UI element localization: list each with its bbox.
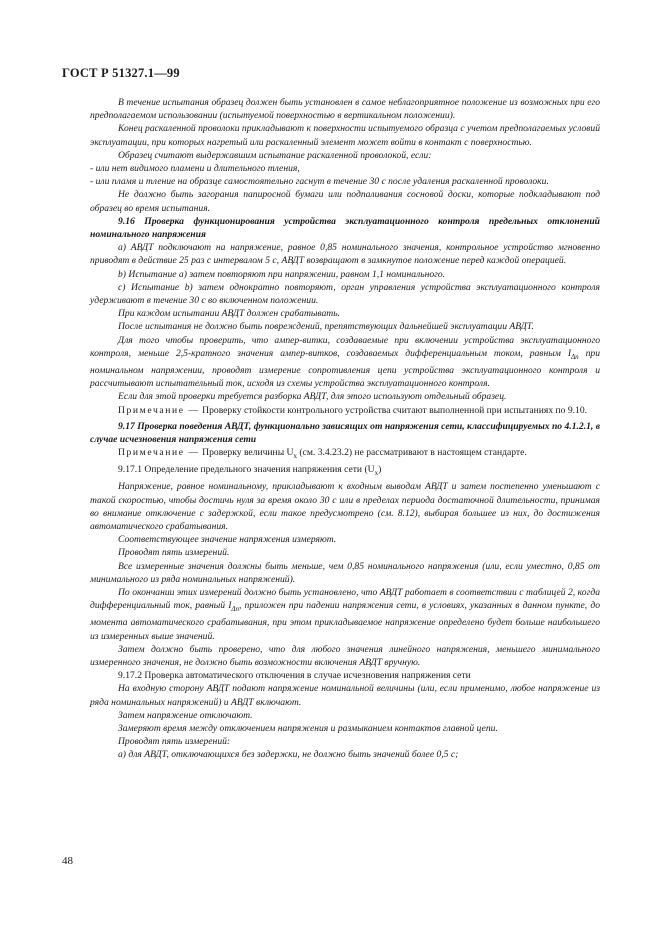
symbol-subscript: Δn xyxy=(231,605,240,614)
note-text: Проверку стойкости контрольного устройства считают выполненной при испытаниях по 9.10. xyxy=(202,404,588,416)
paragraph: В течение испытания образец должен быть установлен в самое неблагоприятное положение из возможных при его предполагаемом использовании (испытуемой поверхностью в вертикальном положении). xyxy=(90,97,600,122)
paragraph: а) для АВДТ, отключающихся без задержки, не должно быть значений более 0,5 с; xyxy=(118,749,459,761)
paragraph: Соответствующее значение напряжения измеряют. xyxy=(118,534,337,546)
document-header: ГОСТ Р 51327.1—99 xyxy=(62,66,180,80)
paragraph: a) АВДТ подключают на напряжение, равное 0,85 номинального значения, контрольное устройство мгновенно приводят в действие 25 раз с интервалом 5 с, АВДТ возвращают в замкнутое положение перед каждой операцией. xyxy=(90,242,600,267)
paragraph: Напряжение, равное номинальному, прикладывают к входным выводам АВДТ и затем постепенно уменьшают с такой скоростью, чтобы достичь нуля за время около 30 с или в пределах периода достаточной длительности, принимая во внимание отключение с задержкой, если такое предусмотрено (см. 8.12), выбирая большее из них, до достижения автоматического срабатывания. xyxy=(90,481,600,533)
subsection-heading-9-17-1: 9.17.1 Определение предельного значения напряжения сети $(U_x)$ xyxy=(118,464,382,478)
note-text-with-subscript: Проверку величины $U_x$ (см. 3.4.23.2) не рассматривают в настоящем стандарте. xyxy=(202,447,527,461)
paragraph: Затем должно быть проверено, что для любого значения линейного напряжения, меньшего минимального измеренного значения, не должно быть возможности включения АВДТ вручную. xyxy=(90,643,600,668)
paragraph: Не должно быть загорания папиросной бумаги или подпаливания сосновой доски, которые подкладывают под образец во время испытания. xyxy=(90,189,600,214)
subsection-heading-9-17-2: 9.17.2 Проверка автоматического отключения в случае исчезновения напряжения сети xyxy=(118,670,471,682)
page-body xyxy=(90,96,600,762)
symbol-subscript: x xyxy=(293,452,297,461)
note-label: Примечание — xyxy=(118,447,200,459)
paragraph: После испытания не должно быть повреждений, препятствующих дальнейшей эксплуатации АВДТ. xyxy=(118,321,534,333)
paragraph: Проводят пять измерений: xyxy=(118,736,231,748)
paragraph: При каждом испытании АВДТ должен срабатывать. xyxy=(118,308,340,320)
paragraph: Все измеренные значения должны быть меньше, чем 0,85 номинального напряжения (или, если уместно, 0,85 от минимального из ряда номинальных напряжений). xyxy=(90,560,600,585)
paragraph: Если для этой проверки требуется разборка АВДТ, для этого используют отдельный образец. xyxy=(118,391,507,403)
paragraph: Затем напряжение отключают. xyxy=(118,709,253,721)
paragraph: b) Испытание a) затем повторяют при напряжении, равном 1,1 номинального. xyxy=(118,268,446,280)
symbol-subscript: Δn xyxy=(571,352,579,361)
section-heading-9-17: 9.17 Проверка поведения АВДТ, функционально зависящих от напряжения сети, классифицируемых по 4.1.2.1, в случае исчезновения напряжения сети xyxy=(90,420,600,445)
paragraph: Замеряют время между отключением напряжения и размыканием контактов главной цепи. xyxy=(118,722,498,734)
paragraph: На входную сторону АВДТ подают напряжение номинальной величины (или, если применимо, любое напряжение из ряда номинальных напряжений) и АВДТ включают. xyxy=(90,683,600,708)
paragraph: Проводят пять измерений. xyxy=(118,547,230,559)
paragraph: c) Испытание b) затем однократно повторяют, орган управления устройства эксплуатационного контроля удерживают в течение 30 с во включенном положении. xyxy=(90,281,600,307)
note-1 xyxy=(90,404,600,417)
section-heading-9-16: 9.16 Проверка функционирования устройства эксплуатационного контроля предельных отклонений номинального напряжения xyxy=(90,215,600,241)
paragraph-with-subscript: Для того чтобы проверить, что ампер-витки, создаваемые при включении устройства эксплуатационного контроля, меньше 2,5-кратного значения ампер-витков, создаваемых дифференциальным током, равным $I_{\Delta n}$ при номинальном напряжении, проводят измерение сопротивления цепи устройства эксплуатационного контроля и рассчитывают испытательный ток, исходя из схемы устройства эксплуатационного контроля. xyxy=(90,334,600,390)
note-2 xyxy=(90,446,600,463)
page-number: 48 xyxy=(62,855,73,867)
note-label: Примечание — xyxy=(118,404,200,416)
symbol-subscript: x xyxy=(374,469,379,478)
list-item: - или пламя и тление на образце самостоятельно гаснут в течение 30 с после удаления раскаленной проволоки. xyxy=(90,176,549,188)
paragraph: Конец раскаленной проволоки прикладывают к поверхности испытуемого образца с учетом предполагаемых условий эксплуатации, при которых нагретый или раскаленный элемент может войти в контакт с поверхностью. xyxy=(90,123,600,148)
paragraph-with-subscript: По окончании этих измерений должно быть установлено, что АВДТ работает в соответствии с таблицей 2, когда дифференциальный ток, равный $I_{\Delta n}$, приложен при падении напряжения сети, в условиях, указанных в данном пункте, до момента автоматического срабатывания, при этом прикладываемое напряжение определено будет больше наибольшего из измеренных выше значений. xyxy=(90,587,600,642)
list-item: - или нет видимого пламени и длительного тления, xyxy=(90,163,300,175)
paragraph: Образец считают выдержавшим испытание раскаленной проволокой, если: xyxy=(118,149,432,161)
